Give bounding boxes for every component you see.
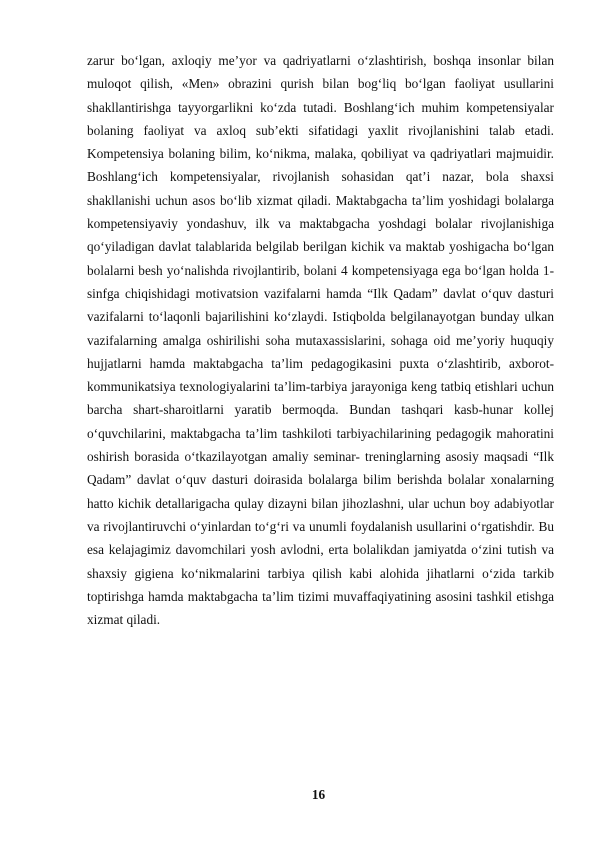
page-number: 16 <box>311 787 326 802</box>
body-paragraph: zarur bo‘lgan, axloqiy me’yor va qadriyatlarni o‘zlashtirish, boshqa insonlar bilan muloqot qilish, «Men» obrazini qurish bilan bog‘liq bo‘lgan faoliyat usullarini shakllantirishga tayyorgarlikni ko‘zda tutadi. Boshlang‘ich muhim kompetensiyalar bolaning faoliyat va axloq sub’ekti sifatidagi yaxlit rivojlanishini talab etadi. Kompetensiya bolaning bilim, ko‘nikma, malaka, qobiliyat va qadriyatlari majmuidir. Boshlang‘ich kompetensiyalar, rivojlanish sohasidan qat’i nazar, bola shaxsi shakllanishi uchun asos bo‘lib xizmat qiladi. Maktabgacha ta’lim yoshidagi bolalarga kompetensiyaviy yondashuv, ilk va maktabgacha yoshdagi bolalar rivojlanishiga qo‘yiladigan davlat talablarida belgilab berilgan kichik va maktab yoshigacha bo‘lgan bolalarni besh yo‘nalishda rivojlantirib, bolani 4 kompetensiyaga ega bo‘lgan holda 1-sinfga chiqishidagi motivatsion vazifalarni hamda “Ilk Qadam” davlat o‘quv dasturi vazifalarni to‘laqonli bajarilishini ko‘zlaydi. Istiqbolda belgilanayotgan bunday ulkan vazifalarning amalga oshirilishi soha mutaxassislarini, sohaga oid me’yoriy huquqiy hujjatlarni hamda maktabgacha ta’lim pedagogikasini puxta o‘zlashtirib, axborot-kommunikatsiya texnologiyalarini ta’lim-tarbiya jarayoniga keng tatbiq etishlari uchun barcha shart-sharoitlarni yaratib bermoqda. Bundan tashqari kasb-hunar kollej o‘quvchilarini, maktabgacha ta’lim tashkiloti tarbiyachilarining pedagogik mahoratini oshirish borasida o‘tkazilayotgan amaliy seminar- treninglarning asosiy maqsadi “Ilk Qadam” davlat o‘quv dasturi doirasida bolalarga bilim berishda bolalar xonalarning hatto kichik detallarigacha qulay dizayni bilan jihozlashni, ular uchun boy adabiyotlar va rivojlantiruvchi o‘yinlardan to‘g‘ri va unumli foydalanish usullarini o‘rgatishdir. Bu esa kelajagimiz davomchilari yosh avlodni, erta bolalikdan jamiyatda o‘zini tutish va shaxsiy gigiena ko‘nikmalarini tarbiya qilish kabi alohida jihatlarni o‘zida tarkib toptirishga hamda maktabgacha ta’lim tizimi muvaffaqiyatining asosini tashkil etishga xizmat qiladi. <box>87 53 554 628</box>
